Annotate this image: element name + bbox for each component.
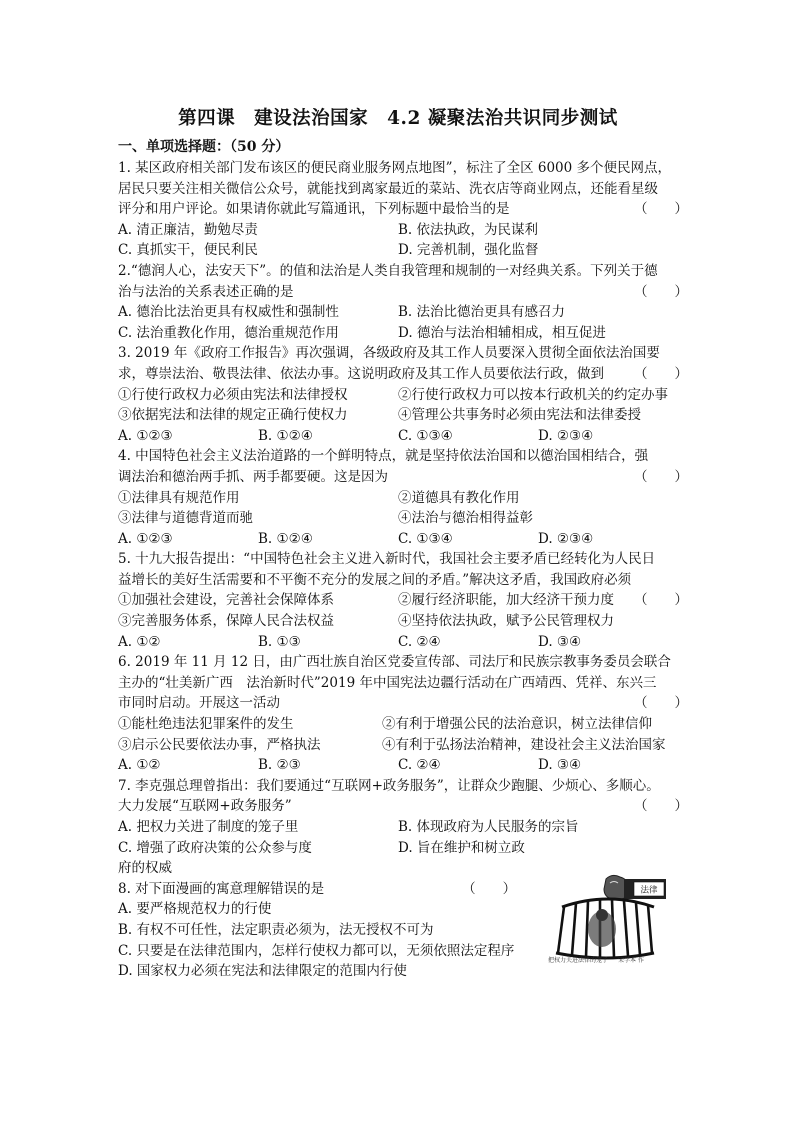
option-c[interactable]: C. 真抓实干，便民利民 bbox=[118, 242, 258, 259]
statement-1: ①法律具有规范作用 bbox=[118, 489, 240, 506]
option-a[interactable]: A. 清正廉洁，勤勉尽责 bbox=[118, 221, 258, 238]
option-a[interactable]: A. ①② bbox=[118, 633, 161, 650]
statement-3: ③启示公民要依法办事，严格执法 bbox=[118, 736, 321, 753]
statement-2: ②道德具有教化作用 bbox=[398, 489, 520, 506]
question-6-line-2: 主办的“壮美新广西 法治新时代”2019 年中国宪法边疆行活动在广西靖西、凭祥、东兴三 bbox=[118, 674, 657, 691]
option-a[interactable]: A. 德治比法治更具有权威性和强制性 bbox=[118, 304, 339, 321]
option-c[interactable]: C. ②④ bbox=[398, 757, 441, 774]
question-3 bbox=[118, 343, 688, 446]
question-4-statements bbox=[118, 488, 678, 529]
question-5-line-2: 益增长的美好生活需要和不平衡不充分的发展之间的矛盾。”解决这矛盾，我国政府必须 bbox=[118, 571, 632, 588]
answer-paren: （ ） bbox=[634, 201, 688, 218]
statement-2: ②履行经济职能，加大经济干预力度 bbox=[398, 592, 614, 609]
question-3-line-2: 求，尊崇法治、敬畏法律、依法办事。这说明政府及其工作人员要依法行政，做到 bbox=[118, 365, 604, 382]
answer-paren: （ ） bbox=[634, 592, 688, 609]
option-d[interactable]: D. ③④ bbox=[538, 757, 582, 774]
cartoon-sign-text: 法律 bbox=[640, 885, 658, 896]
question-1-line-2: 居民只要关注相关微信公众号，就能找到离家最近的菜站、洗衣店等商业网点，还能看星级 bbox=[118, 180, 658, 197]
question-1-line-1: 1. 某区政府相关部门发布该区的便民商业服务网点地图”，标注了全区 6000 多个便民网点， bbox=[118, 160, 672, 176]
answer-paren: （ ） bbox=[462, 880, 517, 897]
answer-paren: （ ） bbox=[634, 283, 688, 300]
question-6-statements bbox=[118, 714, 678, 755]
cartoon-caption bbox=[548, 955, 676, 964]
statement-1: ①行使行政权力必须由宪法和法律授权 bbox=[118, 386, 348, 403]
option-a[interactable]: A. 把权力关进了制度的笼子里 bbox=[118, 819, 299, 835]
statement-3: ③依据宪法和法律的规定正确行使权力 bbox=[118, 407, 348, 424]
statement-3: ③法律与道德背道而驰 bbox=[118, 510, 253, 527]
option-b[interactable]: B. 有权不可任性，法定职责必须为，法无授权不可为 bbox=[118, 921, 434, 938]
option-a[interactable]: A. ①②③ bbox=[118, 427, 173, 444]
statement-4: ④管理公共事务时必须由宪法和法律委授 bbox=[398, 407, 641, 424]
question-2-line-1: 2.“德润人心，法安天下”。的值和法治是人类自我管理和规制的一对经典关系。下列关于德 bbox=[118, 262, 658, 279]
question-4-line-1: 4. 中国特色社会主义法治道路的一个鲜明特点，就是坚持依法治国和以德治国相结合，强 bbox=[118, 448, 649, 465]
question-5-line-1: 5. 十九大报告提出：“中国特色社会主义进入新时代，我国社会主要矛盾已经转化为人民日 bbox=[118, 551, 656, 568]
question-5 bbox=[118, 549, 688, 652]
option-b[interactable]: B. 体现政府为人民服务的宗旨 bbox=[398, 819, 579, 835]
question-7-line-1: 7. 李克强总理曾指出：我们要通过“互联网+政务服务”，让群众少跑腿、少烦心、多顺心。 bbox=[118, 777, 660, 794]
question-5-options bbox=[118, 632, 678, 653]
question-3-statements bbox=[118, 385, 678, 406]
question-7 bbox=[118, 776, 688, 879]
option-d[interactable]: D. 德治与法治相辅相成，相互促进 bbox=[398, 324, 606, 341]
option-c[interactable]: C. 只要是在法律范围内，怎样行使权力都可以，无须依照法定程序 bbox=[118, 942, 515, 959]
option-c[interactable]: C. ②④ bbox=[398, 633, 441, 650]
statement-1: ①能杜绝违法犯罪案件的发生 bbox=[118, 716, 294, 733]
question-7-options bbox=[118, 817, 678, 858]
question-6-options bbox=[118, 755, 678, 776]
statement-3: ③完善服务体系，保障人民合法权益 bbox=[118, 613, 334, 630]
question-6 bbox=[118, 652, 688, 776]
question-2-options bbox=[118, 302, 678, 343]
statement-2: ②行使行政权力可以按本行政机关的约定办事 bbox=[398, 386, 668, 403]
question-1 bbox=[118, 158, 688, 261]
option-c[interactable]: C. 法治重教化作用，德治重规范作用 bbox=[118, 324, 339, 341]
worksheet bbox=[118, 104, 688, 982]
option-d[interactable]: D. ③④ bbox=[538, 633, 582, 650]
question-7-tail: 府的权威 bbox=[118, 860, 172, 877]
cartoon-author: 宋学本 作 bbox=[617, 957, 644, 964]
option-d[interactable]: D. 旨在维护和树立政 bbox=[398, 839, 525, 856]
question-3-line-1: 3. 2019 年《政府工作报告》再次强调，各级政府及其工作人员要深入贯彻全面依法治国要 bbox=[118, 345, 660, 362]
question-8-stem: 8. 对下面漫画的寓意理解错误的是 bbox=[118, 880, 325, 897]
option-b[interactable]: B. 依法执政，为民谋利 bbox=[398, 221, 539, 238]
question-5-statements bbox=[118, 590, 688, 631]
option-b[interactable]: B. 法治比德治更具有感召力 bbox=[398, 304, 566, 321]
question-7-line-2: 大力发展“互联网+政务服务” bbox=[118, 798, 292, 815]
option-a[interactable]: A. 要严格规范权力的行使 bbox=[118, 901, 272, 918]
cartoon-illustration bbox=[548, 873, 666, 965]
option-b[interactable]: B. ②③ bbox=[258, 757, 301, 774]
answer-paren: （ ） bbox=[634, 695, 688, 712]
page-title: 第四课 建设法治国家 4.2 凝聚法治共识同步测试 bbox=[178, 108, 618, 129]
option-c[interactable]: C. ①③④ bbox=[398, 530, 453, 547]
question-3-statements-2 bbox=[118, 405, 678, 426]
option-c[interactable]: C. ①③④ bbox=[398, 427, 453, 444]
option-d[interactable]: D. ②③④ bbox=[538, 427, 594, 444]
question-6-line-1: 6. 2019 年 11 月 12 日，由广西壮族自治区党委宣传部、司法厅和民族宗教事务委员会联合 bbox=[118, 654, 671, 671]
question-1-options bbox=[118, 220, 678, 261]
option-b[interactable]: B. ①③ bbox=[258, 633, 301, 650]
question-4-options bbox=[118, 529, 678, 550]
statement-1: ①加强社会建设，完善社会保障体系 bbox=[118, 592, 334, 609]
question-3-options bbox=[118, 426, 678, 447]
cartoon-caption-text: 把权力关进法律的笼子 bbox=[548, 957, 609, 964]
option-d[interactable]: D. 完善机制，强化监督 bbox=[398, 242, 539, 259]
question-4 bbox=[118, 446, 688, 549]
statement-4: ④有利于弘扬法治精神，建设社会主义法治国家 bbox=[382, 736, 666, 753]
question-1-line-3: 评分和用户评论。如果请你就此写篇通讯，下列标题中最恰当的是 bbox=[118, 201, 510, 218]
answer-paren: （ ） bbox=[634, 798, 688, 815]
question-6-line-3: 市同时启动。开展这一活动 bbox=[118, 695, 280, 712]
option-d[interactable]: D. 国家权力必须在宪法和法律限定的范围内行使 bbox=[118, 963, 407, 980]
question-2-line-2: 治与法治的关系表述正确的是 bbox=[118, 283, 294, 300]
question-2 bbox=[118, 261, 688, 343]
statement-4: ④法治与德治相得益彰 bbox=[398, 510, 533, 527]
option-c[interactable]: C. 增强了政府决策的公众参与度 bbox=[118, 839, 312, 856]
statement-2: ②有利于增强公民的法治意识，树立法律信仰 bbox=[382, 716, 652, 733]
option-d[interactable]: D. ②③④ bbox=[538, 530, 594, 547]
option-b[interactable]: B. ①②④ bbox=[258, 530, 313, 547]
section-heading: 一、单项选择题：（50 分） bbox=[118, 139, 290, 155]
option-b[interactable]: B. ①②④ bbox=[258, 427, 313, 444]
answer-paren: （ ） bbox=[634, 468, 688, 485]
question-4-line-2: 调法治和德治两手抓、两手都要硬。这是因为 bbox=[118, 468, 388, 485]
option-a[interactable]: A. ①②③ bbox=[118, 530, 173, 547]
answer-paren: （ ） bbox=[634, 365, 688, 382]
statement-4: ④坚持依法执政，赋予公民管理权力 bbox=[398, 613, 614, 630]
option-a[interactable]: A. ①② bbox=[118, 757, 161, 774]
